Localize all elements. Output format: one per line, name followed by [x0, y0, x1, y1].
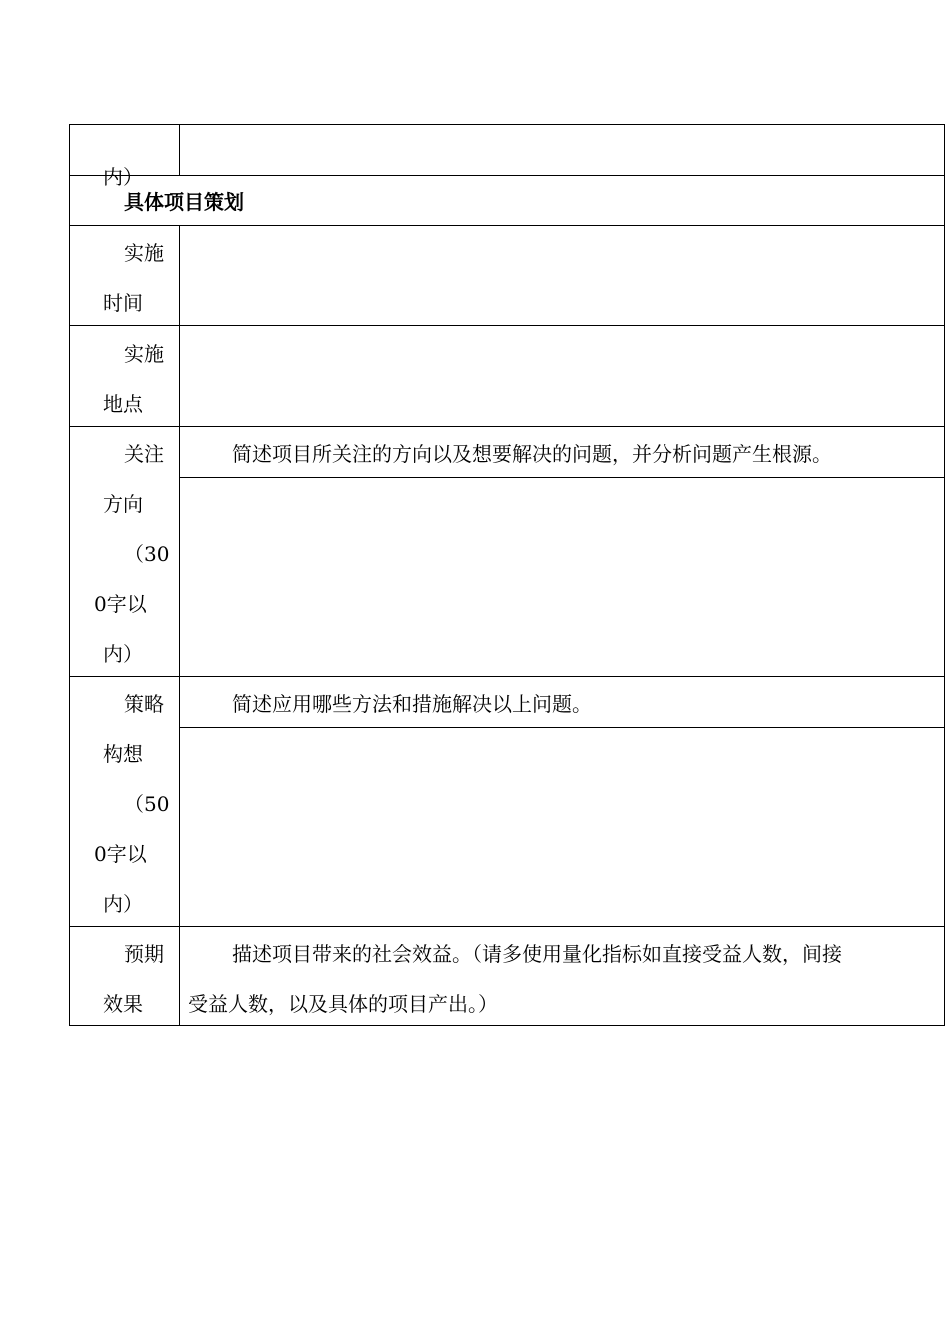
strategy-label-line5: 内）: [103, 892, 143, 916]
time-input-cell[interactable]: [180, 226, 944, 325]
time-label-line1: 实施: [124, 241, 164, 265]
strategy-label-line4: 0字以: [94, 842, 147, 866]
table-border-top: [69, 124, 945, 125]
table-border-right: [944, 124, 945, 1026]
time-label-line2: 时间: [103, 291, 143, 315]
strategy-instruction: 简述应用哪些方法和措施解决以上问题。: [232, 692, 592, 716]
row-divider: [69, 676, 945, 677]
effect-label-line2: 效果: [103, 992, 143, 1016]
row-divider: [69, 175, 945, 176]
column-divider: [179, 124, 180, 175]
focus-label-line2: 方向: [103, 492, 143, 516]
focus-label-line1: 关注: [124, 442, 164, 466]
focus-input-cell[interactable]: [180, 478, 944, 676]
effect-instruction-line2: 受益人数，以及具体的项目产出。）: [188, 992, 498, 1016]
place-label-line1: 实施: [124, 342, 164, 366]
focus-label-line3: （30: [124, 542, 170, 566]
effect-instruction-line1: 描述项目带来的社会效益。（请多使用量化指标如直接受益人数，间接: [232, 942, 842, 966]
table-border-left: [69, 124, 70, 1026]
table-border-bottom: [69, 1025, 945, 1026]
strategy-label-line2: 构想: [103, 742, 143, 766]
place-input-cell[interactable]: [180, 326, 944, 426]
focus-label-line4: 0字以: [94, 592, 147, 616]
strategy-label-line1: 策略: [124, 692, 164, 716]
section-heading: 具体项目策划: [124, 190, 244, 214]
strategy-input-cell[interactable]: [180, 728, 944, 926]
place-label-line2: 地点: [103, 392, 143, 416]
row-divider: [69, 426, 945, 427]
effect-label-line1: 预期: [124, 942, 164, 966]
strategy-label-line3: （50: [124, 792, 170, 816]
row-divider: [69, 926, 945, 927]
focus-label-line5: 内）: [103, 642, 143, 666]
focus-instruction: 简述项目所关注的方向以及想要解决的问题，并分析问题产生根源。: [232, 442, 832, 466]
continued-label-tail: 内）: [103, 165, 143, 189]
